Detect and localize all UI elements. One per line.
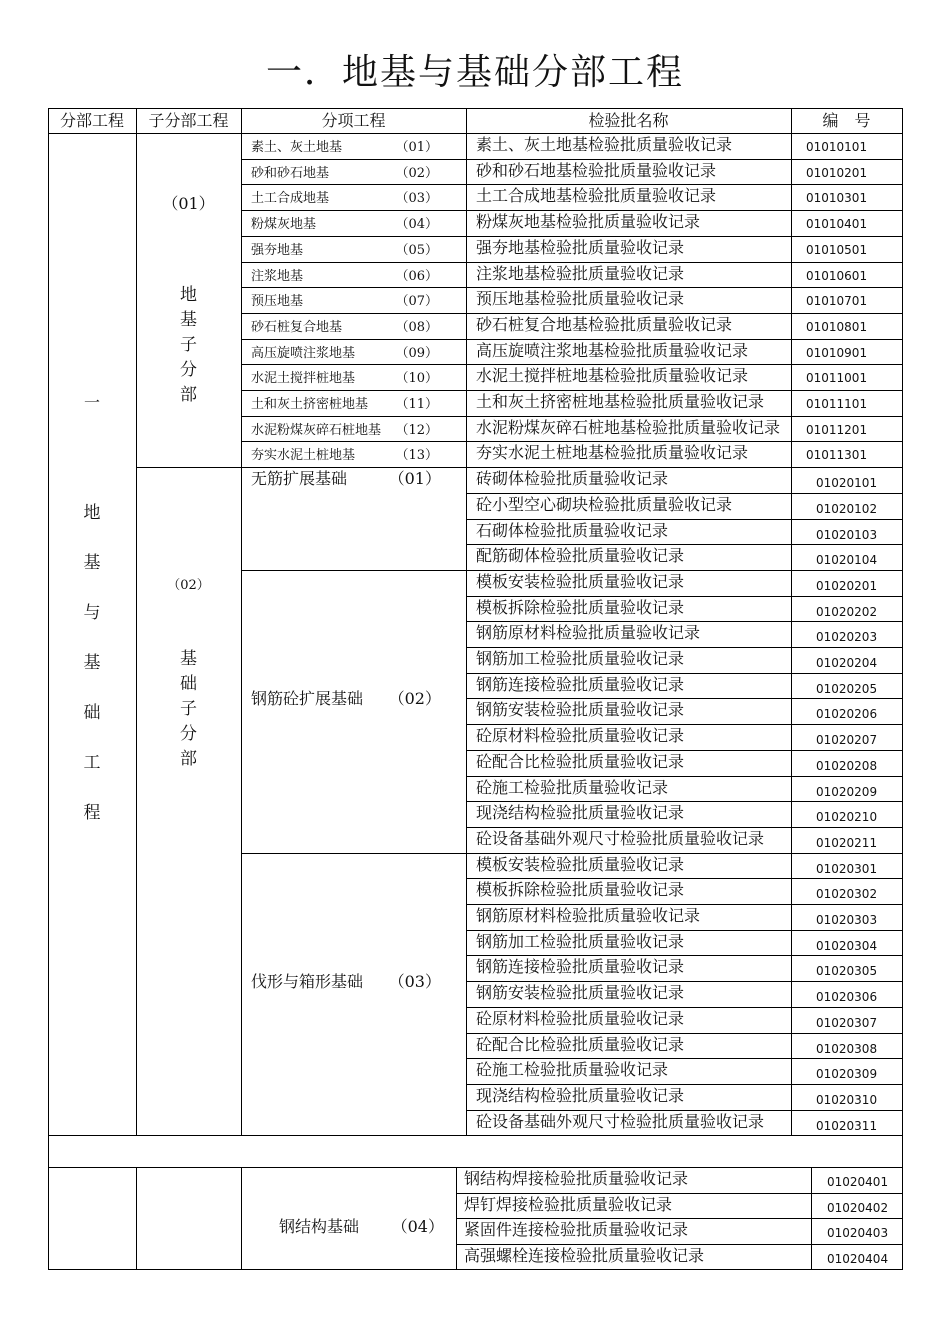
batch-number: 01020206	[816, 707, 878, 722]
batch-name: 钢筋加工检验批质量验收记录	[476, 649, 685, 668]
batch-number: 01020103	[816, 527, 878, 542]
table-rule	[466, 1033, 903, 1034]
batch-number: 01020304	[816, 938, 878, 953]
table-rule	[241, 364, 903, 365]
table-rule	[241, 339, 903, 340]
batch-number: 01020307	[816, 1015, 878, 1030]
table-rule	[241, 210, 903, 211]
batch-number: 01020102	[816, 501, 878, 516]
subitem-name: 伐形与箱形基础	[251, 971, 364, 991]
batch-number: 01011101	[806, 397, 868, 411]
batch-number: 01020306	[816, 990, 878, 1005]
subitem-name: 钢筋砼扩展基础	[251, 689, 364, 709]
batch-name: 砂石桩复合地基检验批质量验收记录	[476, 314, 733, 334]
batch-number: 01020211	[816, 835, 878, 850]
subitem-name: 水泥粉煤灰碎石桩地基	[251, 422, 382, 438]
batch-name: 预压地基检验批质量验收记录	[476, 289, 685, 309]
batch-name: 模板拆除检验批质量验收记录	[476, 880, 685, 900]
subitem-code: （04）	[391, 1217, 444, 1236]
batch-name: 砖砌体检验批质量验收记录	[476, 469, 669, 489]
table-rule	[466, 827, 903, 828]
batch-number: 01020303	[816, 913, 878, 927]
batch-number: 01020104	[816, 553, 878, 568]
column-header: 检验批名称	[588, 111, 669, 130]
batch-number: 01010401	[806, 217, 868, 232]
vertical-char: 分	[180, 360, 197, 380]
batch-number: 01010301	[806, 191, 868, 206]
batch-number: 01020401	[827, 1175, 889, 1189]
table-rule	[466, 596, 903, 597]
table-rule	[466, 724, 903, 725]
table-rule	[241, 313, 903, 314]
subitem-name: 注浆地基	[251, 268, 304, 284]
table-rule	[466, 1084, 903, 1085]
table-rule	[48, 1135, 903, 1136]
subitem-code: （03）	[388, 971, 441, 991]
batch-name: 现浇结构检验批质量验收记录	[476, 1085, 685, 1105]
table-rule	[902, 133, 903, 1168]
subitem-code: （05）	[395, 242, 438, 258]
subitem-name: 粉煤灰地基	[251, 217, 317, 233]
batch-number: 01020209	[816, 784, 878, 799]
batch-name: 夯实水泥土桩地基检验批质量验收记录	[476, 443, 749, 463]
batch-name: 注浆地基检验批质量验收记录	[476, 263, 685, 283]
batch-name: 高强螺栓连接检验批质量验收记录	[464, 1245, 705, 1265]
batch-name: 水泥粉煤灰碎石桩地基检验批质量验收记录	[476, 417, 781, 437]
batch-name: 配筋砌体检验批质量验收记录	[476, 546, 685, 566]
subitem-code: （02）	[395, 165, 438, 181]
batch-number: 01010901	[806, 345, 868, 360]
vertical-char: 与	[83, 603, 101, 623]
batch-name: 砼原材料检验批质量验收记录	[476, 726, 685, 746]
subdivision-1-code: （01）	[162, 194, 215, 213]
batch-number: 01020404	[827, 1251, 889, 1266]
batch-name: 砼配合比检验批质量验收记录	[476, 751, 685, 771]
batch-name: 砼小型空心砌块检验批质量验收记录	[476, 494, 733, 514]
subitem-name: 砂和砂石地基	[251, 165, 330, 181]
batch-name: 水泥土搅拌桩地基检验批质量验收记录	[476, 366, 749, 386]
vertical-char: 分	[180, 724, 197, 744]
table-rule	[48, 1167, 49, 1270]
subitem-name: 强夯地基	[251, 242, 304, 258]
table-rule	[241, 133, 242, 1136]
batch-name: 砼施工检验批质量验收记录	[476, 1060, 669, 1080]
batch-name: 石砌体检验批质量验收记录	[476, 520, 669, 540]
table-rule	[241, 184, 903, 185]
batch-number: 01011201	[806, 422, 868, 437]
table-rule	[456, 1193, 903, 1194]
table-rule	[466, 981, 903, 982]
table-rule	[466, 493, 903, 494]
batch-name: 粉煤灰地基检验批质量验收记录	[476, 212, 701, 232]
subitem-name: 预压地基	[251, 294, 304, 310]
table-rule	[136, 467, 903, 468]
batch-name: 砂和砂石地基检验批质量验收记录	[476, 160, 717, 180]
vertical-char: 基	[83, 553, 101, 573]
batch-name: 钢筋安装检验批质量验收记录	[476, 700, 685, 720]
batch-number: 01010201	[806, 165, 868, 180]
table-rule	[466, 1058, 903, 1059]
batch-name: 钢筋加工检验批质量验收记录	[476, 931, 685, 951]
table-rule	[241, 853, 903, 854]
batch-number: 01020403	[827, 1226, 889, 1240]
vertical-char: 地	[180, 285, 197, 305]
table-rule	[466, 647, 903, 648]
table-rule	[241, 262, 903, 263]
subitem-code: （11）	[395, 397, 438, 412]
table-rule	[48, 133, 903, 134]
batch-name: 砼原材料检验批质量验收记录	[476, 1008, 685, 1028]
batch-number: 01020101	[816, 476, 878, 491]
subdivision-2-name	[136, 647, 241, 772]
batch-number: 01020204	[816, 656, 878, 670]
vertical-char: 基	[83, 653, 101, 673]
vertical-char: 地	[83, 503, 101, 523]
table-rule	[241, 159, 903, 160]
table-rule	[241, 236, 903, 237]
subdivision-1-name	[136, 283, 241, 408]
subitem-name: 土工合成地基	[251, 191, 330, 207]
batch-name: 紧固件连接检验批质量验收记录	[464, 1220, 689, 1239]
batch-number: 01011001	[806, 371, 868, 386]
subitem-name: 水泥土搅拌桩地基	[251, 371, 356, 387]
batch-name: 现浇结构检验批质量验收记录	[476, 803, 685, 823]
table-rule	[466, 955, 903, 956]
subitem-code: （01）	[388, 469, 441, 489]
batch-number: 01020210	[816, 810, 878, 825]
batch-number: 01020208	[816, 758, 878, 773]
subitem-code: （03）	[395, 191, 438, 207]
batch-name: 强夯地基检验批质量验收记录	[476, 237, 685, 257]
subitem-code: （06）	[395, 268, 438, 284]
subitem-code: （04）	[395, 217, 438, 233]
batch-name: 模板安装检验批质量验收记录	[476, 854, 685, 874]
batch-number: 01020311	[816, 1118, 878, 1133]
batch-number: 01010101	[806, 140, 868, 154]
column-header: 分项工程	[321, 111, 386, 130]
batch-name: 土和灰土挤密桩地基检验批质量验收记录	[476, 392, 765, 411]
vertical-char: 基	[180, 310, 197, 330]
batch-name: 钢筋原材料检验批质量验收记录	[476, 906, 701, 925]
column-header: 编 号	[822, 111, 871, 130]
division-number: 一	[83, 393, 100, 412]
subitem-code: （10）	[395, 371, 438, 387]
subitem-name: 素土、灰土地基	[251, 140, 343, 155]
batch-name: 钢筋连接检验批质量验收记录	[476, 674, 685, 694]
table-rule	[902, 108, 903, 134]
batch-number: 01020201	[816, 578, 878, 593]
vertical-char: 工	[83, 753, 101, 773]
subitem-name: 土和灰土挤密桩地基	[251, 397, 369, 412]
table-rule	[456, 1244, 903, 1245]
table-rule	[241, 441, 903, 442]
batch-number: 01020301	[816, 861, 878, 876]
batch-number: 01020402	[827, 1200, 889, 1215]
batch-number: 01011301	[806, 448, 868, 463]
table-rule	[48, 108, 903, 109]
batch-number: 01020310	[816, 1092, 878, 1107]
batch-number: 01020203	[816, 630, 878, 645]
batch-name: 模板安装检验批质量验收记录	[476, 571, 685, 591]
vertical-char: 部	[180, 749, 197, 769]
vertical-char: 基	[180, 649, 197, 669]
table-rule	[241, 287, 903, 288]
table-rule	[466, 1110, 903, 1111]
batch-name: 砼配合比检验批质量验收记录	[476, 1034, 685, 1054]
batch-number: 01020309	[816, 1067, 878, 1082]
table-rule	[466, 776, 903, 777]
table-rule	[48, 1269, 903, 1270]
batch-name: 焊钉焊接检验批质量验收记录	[464, 1194, 673, 1214]
table-rule	[466, 750, 903, 751]
subitem-code: （12）	[395, 422, 438, 438]
column-header: 分部工程	[59, 111, 124, 130]
table-rule	[466, 621, 903, 622]
subdivision-2-code: （02）	[167, 578, 210, 593]
table-rule	[48, 1167, 903, 1168]
table-rule	[136, 1167, 137, 1270]
batch-name: 模板拆除检验批质量验收记录	[476, 597, 685, 617]
subitem-name: 砂石桩复合地基	[251, 319, 343, 335]
table-rule	[466, 133, 467, 1136]
column-header: 子分部工程	[148, 111, 229, 130]
table-rule	[466, 673, 903, 674]
table-rule	[241, 1167, 242, 1270]
table-rule	[241, 416, 903, 417]
subitem-code: （13）	[395, 448, 438, 464]
table-rule	[466, 1007, 903, 1008]
vertical-char: 子	[180, 335, 197, 355]
subitem-code: （09）	[395, 345, 438, 361]
subitem-code: （08）	[395, 319, 438, 335]
table-rule	[466, 801, 903, 802]
batch-name: 砼设备基础外观尺寸检验批质量验收记录	[476, 828, 765, 848]
table-rule	[466, 519, 903, 520]
table-rule	[241, 390, 903, 391]
batch-number: 01020308	[816, 1041, 878, 1056]
batch-name: 砼施工检验批质量验收记录	[476, 777, 669, 797]
table-rule	[466, 698, 903, 699]
subitem-name: 夯实水泥土桩地基	[251, 448, 356, 464]
batch-name: 钢筋连接检验批质量验收记录	[476, 957, 685, 977]
batch-number: 01010701	[806, 294, 868, 309]
vertical-char: 子	[180, 699, 197, 719]
subitem-name: 无筋扩展基础	[251, 469, 348, 489]
table-rule	[466, 904, 903, 905]
batch-name: 钢筋安装检验批质量验收记录	[476, 983, 685, 1003]
table-rule	[241, 570, 903, 571]
subitem-name: 钢结构基础	[279, 1217, 360, 1236]
subitem-code: （02）	[388, 689, 441, 709]
page-title: 一．地基与基础分部工程	[265, 52, 684, 93]
subitem-code: （07）	[395, 294, 438, 310]
vertical-char: 程	[83, 803, 101, 823]
table-rule	[466, 930, 903, 931]
table-rule	[466, 544, 903, 545]
batch-name: 钢结构焊接检验批质量验收记录	[464, 1169, 689, 1188]
batch-number: 01020202	[816, 604, 878, 619]
batch-name: 素土、灰土地基检验批质量验收记录	[476, 135, 733, 154]
division-name	[48, 488, 136, 838]
vertical-char: 础	[83, 703, 101, 723]
batch-number: 01020205	[816, 681, 878, 696]
batch-number: 01020302	[816, 887, 878, 902]
batch-number: 01010501	[806, 242, 868, 257]
vertical-char: 础	[180, 674, 197, 694]
batch-number: 01010601	[806, 268, 868, 283]
vertical-char: 部	[180, 385, 197, 405]
subitem-name: 高压旋喷注浆地基	[251, 345, 356, 361]
batch-name: 砼设备基础外观尺寸检验批质量验收记录	[476, 1111, 765, 1131]
batch-name: 高压旋喷注浆地基检验批质量验收记录	[476, 340, 749, 360]
subitem-code: （01）	[395, 140, 438, 155]
table-rule	[456, 1218, 903, 1219]
batch-number: 01010801	[806, 319, 868, 334]
batch-number: 01020207	[816, 733, 878, 748]
table-rule	[791, 133, 792, 1136]
table-rule	[466, 878, 903, 879]
batch-name: 钢筋原材料检验批质量验收记录	[476, 623, 701, 643]
batch-number: 01020305	[816, 964, 878, 979]
batch-name: 土工合成地基检验批质量验收记录	[476, 186, 717, 206]
